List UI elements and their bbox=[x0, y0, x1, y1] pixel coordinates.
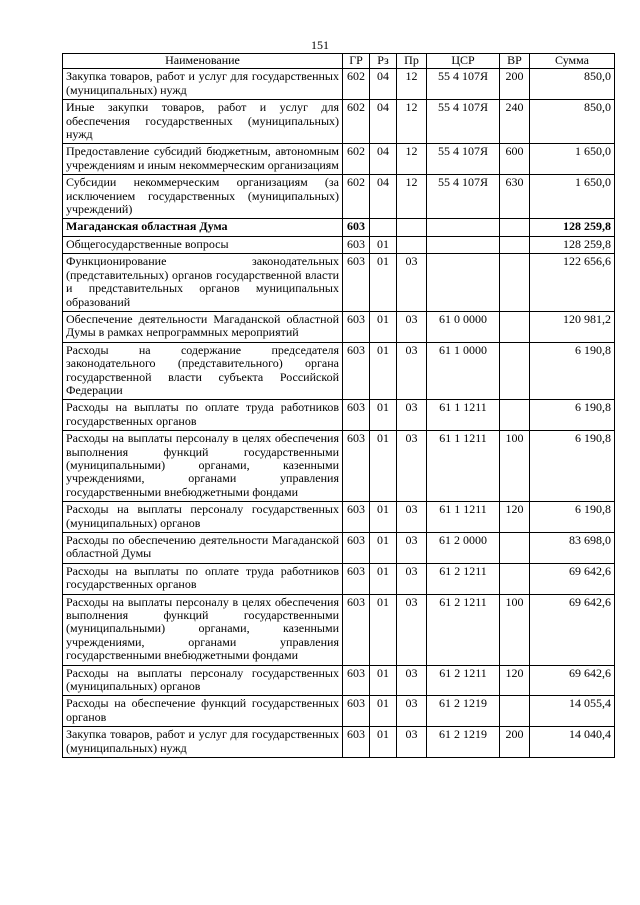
cell-sum: 69 642,6 bbox=[530, 665, 615, 696]
cell-sum: 128 259,8 bbox=[530, 236, 615, 253]
cell-gr: 603 bbox=[343, 563, 370, 594]
cell-sum: 128 259,8 bbox=[530, 219, 615, 236]
cell-name: Расходы на выплаты персоналу в целях обеспечения выполнения функций государственными (муниципальными) органами, казенными учреждениями, органами управления государственными внебюджетными фондами bbox=[63, 594, 343, 665]
cell-rz: 01 bbox=[370, 696, 397, 727]
cell-name: Общегосударственные вопросы bbox=[63, 236, 343, 253]
cell-gr: 603 bbox=[343, 311, 370, 342]
cell-sum: 14 055,4 bbox=[530, 696, 615, 727]
cell-name: Субсидии некоммерческим организациям (за исключением государственных (муниципальных) учреждений) bbox=[63, 175, 343, 219]
header-sum: Сумма bbox=[530, 54, 615, 69]
cell-vr: 200 bbox=[500, 69, 530, 100]
cell-name: Расходы на выплаты персоналу в целях обеспечения выполнения функций государственными (муниципальными) органами, казенными учреждениями, органами управления государственными внебюджетными фондами bbox=[63, 431, 343, 502]
cell-sum: 69 642,6 bbox=[530, 594, 615, 665]
table-row bbox=[63, 533, 615, 564]
cell-gr: 603 bbox=[343, 431, 370, 502]
cell-csr: 61 2 1211 bbox=[427, 563, 500, 594]
table-row bbox=[63, 563, 615, 594]
header-rz: Рз bbox=[370, 54, 397, 69]
cell-vr bbox=[500, 254, 530, 312]
cell-vr bbox=[500, 342, 530, 400]
table-row bbox=[63, 727, 615, 758]
cell-name: Магаданская областная Дума bbox=[63, 219, 343, 236]
table-row bbox=[63, 400, 615, 431]
cell-gr: 603 bbox=[343, 342, 370, 400]
cell-csr: 61 2 0000 bbox=[427, 533, 500, 564]
cell-rz: 01 bbox=[370, 236, 397, 253]
cell-gr: 602 bbox=[343, 69, 370, 100]
table-body bbox=[63, 69, 615, 758]
cell-vr: 240 bbox=[500, 100, 530, 144]
header-vr: ВР bbox=[500, 54, 530, 69]
cell-csr bbox=[427, 236, 500, 253]
cell-rz: 01 bbox=[370, 727, 397, 758]
table-row bbox=[63, 431, 615, 502]
cell-vr: 600 bbox=[500, 144, 530, 175]
cell-gr: 603 bbox=[343, 400, 370, 431]
cell-sum: 6 190,8 bbox=[530, 342, 615, 400]
cell-pr: 03 bbox=[397, 400, 427, 431]
cell-pr: 03 bbox=[397, 696, 427, 727]
cell-sum: 6 190,8 bbox=[530, 431, 615, 502]
table-row bbox=[63, 175, 615, 219]
table-row bbox=[63, 311, 615, 342]
cell-name: Расходы на обеспечение функций государственных органов bbox=[63, 696, 343, 727]
cell-vr bbox=[500, 311, 530, 342]
cell-rz: 04 bbox=[370, 175, 397, 219]
cell-name: Обеспечение деятельности Магаданской областной Думы в рамках непрограммных мероприятий bbox=[63, 311, 343, 342]
cell-vr: 100 bbox=[500, 594, 530, 665]
cell-rz: 01 bbox=[370, 400, 397, 431]
cell-sum: 1 650,0 bbox=[530, 175, 615, 219]
cell-name: Расходы на выплаты персоналу государственных (муниципальных) органов bbox=[63, 665, 343, 696]
cell-gr: 602 bbox=[343, 144, 370, 175]
cell-gr: 602 bbox=[343, 100, 370, 144]
cell-rz: 01 bbox=[370, 431, 397, 502]
cell-gr: 603 bbox=[343, 533, 370, 564]
cell-rz: 04 bbox=[370, 100, 397, 144]
cell-vr bbox=[500, 533, 530, 564]
cell-gr: 603 bbox=[343, 502, 370, 533]
cell-rz: 01 bbox=[370, 533, 397, 564]
cell-pr bbox=[397, 219, 427, 236]
cell-rz: 01 bbox=[370, 594, 397, 665]
table-row bbox=[63, 144, 615, 175]
cell-name: Закупка товаров, работ и услуг для государственных (муниципальных) нужд bbox=[63, 69, 343, 100]
cell-rz: 01 bbox=[370, 254, 397, 312]
cell-sum: 83 698,0 bbox=[530, 533, 615, 564]
header-pr: Пр bbox=[397, 54, 427, 69]
cell-sum: 1 650,0 bbox=[530, 144, 615, 175]
cell-vr bbox=[500, 236, 530, 253]
cell-sum: 850,0 bbox=[530, 69, 615, 100]
cell-gr: 603 bbox=[343, 219, 370, 236]
cell-csr: 61 0 0000 bbox=[427, 311, 500, 342]
cell-pr: 03 bbox=[397, 431, 427, 502]
cell-name: Расходы на выплаты по оплате труда работников государственных органов bbox=[63, 400, 343, 431]
budget-table bbox=[62, 53, 615, 758]
cell-pr: 03 bbox=[397, 502, 427, 533]
cell-csr bbox=[427, 254, 500, 312]
cell-csr: 61 1 1211 bbox=[427, 431, 500, 502]
cell-pr: 03 bbox=[397, 563, 427, 594]
cell-csr: 55 4 107Я bbox=[427, 175, 500, 219]
cell-gr: 603 bbox=[343, 254, 370, 312]
page-number: 151 bbox=[311, 38, 329, 52]
cell-pr: 12 bbox=[397, 144, 427, 175]
cell-sum: 122 656,6 bbox=[530, 254, 615, 312]
cell-csr: 61 1 1211 bbox=[427, 502, 500, 533]
cell-pr: 12 bbox=[397, 100, 427, 144]
cell-gr: 603 bbox=[343, 236, 370, 253]
table-row bbox=[63, 665, 615, 696]
table-row bbox=[63, 219, 615, 236]
cell-rz: 04 bbox=[370, 69, 397, 100]
cell-name: Предоставление субсидий бюджетным, автономным учреждениям и иным некоммерческим организациям bbox=[63, 144, 343, 175]
cell-rz: 04 bbox=[370, 144, 397, 175]
cell-rz: 01 bbox=[370, 502, 397, 533]
cell-vr: 100 bbox=[500, 431, 530, 502]
cell-vr: 120 bbox=[500, 665, 530, 696]
cell-pr: 03 bbox=[397, 727, 427, 758]
cell-csr: 61 1 1211 bbox=[427, 400, 500, 431]
cell-name: Расходы по обеспечению деятельности Магаданской областной Думы bbox=[63, 533, 343, 564]
cell-pr: 03 bbox=[397, 311, 427, 342]
cell-csr: 55 4 107Я bbox=[427, 144, 500, 175]
cell-sum: 14 040,4 bbox=[530, 727, 615, 758]
table-row bbox=[63, 100, 615, 144]
cell-name: Функционирование законодательных (представительных) органов государственной власти и представительных органов муниципальных образований bbox=[63, 254, 343, 312]
cell-pr: 03 bbox=[397, 594, 427, 665]
cell-rz: 01 bbox=[370, 342, 397, 400]
cell-name: Закупка товаров, работ и услуг для государственных (муниципальных) нужд bbox=[63, 727, 343, 758]
cell-gr: 603 bbox=[343, 727, 370, 758]
cell-name: Иные закупки товаров, работ и услуг для обеспечения государственных (муниципальных) нужд bbox=[63, 100, 343, 144]
cell-sum: 69 642,6 bbox=[530, 563, 615, 594]
cell-gr: 602 bbox=[343, 175, 370, 219]
header-gr: ГР bbox=[343, 54, 370, 69]
header-name: Наименование bbox=[63, 54, 343, 69]
table-row bbox=[63, 502, 615, 533]
cell-csr bbox=[427, 219, 500, 236]
cell-sum: 120 981,2 bbox=[530, 311, 615, 342]
table-row bbox=[63, 594, 615, 665]
cell-vr: 630 bbox=[500, 175, 530, 219]
cell-gr: 603 bbox=[343, 594, 370, 665]
cell-rz: 01 bbox=[370, 311, 397, 342]
cell-gr: 603 bbox=[343, 696, 370, 727]
cell-name: Расходы на содержание председателя законодательного (представительного) органа государственной власти субъекта Российской Федерации bbox=[63, 342, 343, 400]
cell-vr bbox=[500, 696, 530, 727]
cell-vr bbox=[500, 400, 530, 431]
cell-name: Расходы на выплаты персоналу государственных (муниципальных) органов bbox=[63, 502, 343, 533]
table-row bbox=[63, 342, 615, 400]
table-row bbox=[63, 254, 615, 312]
cell-csr: 61 2 1211 bbox=[427, 594, 500, 665]
cell-csr: 55 4 107Я bbox=[427, 100, 500, 144]
cell-vr bbox=[500, 563, 530, 594]
cell-name: Расходы на выплаты по оплате труда работников государственных органов bbox=[63, 563, 343, 594]
cell-vr bbox=[500, 219, 530, 236]
cell-rz: 01 bbox=[370, 665, 397, 696]
cell-pr: 03 bbox=[397, 254, 427, 312]
cell-pr: 03 bbox=[397, 665, 427, 696]
cell-csr: 61 2 1211 bbox=[427, 665, 500, 696]
cell-pr: 03 bbox=[397, 533, 427, 564]
table-row bbox=[63, 236, 615, 253]
table-row bbox=[63, 69, 615, 100]
cell-csr: 61 2 1219 bbox=[427, 696, 500, 727]
cell-sum: 6 190,8 bbox=[530, 502, 615, 533]
cell-rz: 01 bbox=[370, 563, 397, 594]
cell-csr: 55 4 107Я bbox=[427, 69, 500, 100]
table-header-row bbox=[63, 54, 615, 69]
table-row bbox=[63, 696, 615, 727]
cell-sum: 6 190,8 bbox=[530, 400, 615, 431]
cell-pr: 03 bbox=[397, 342, 427, 400]
cell-csr: 61 2 1219 bbox=[427, 727, 500, 758]
cell-sum: 850,0 bbox=[530, 100, 615, 144]
cell-vr: 120 bbox=[500, 502, 530, 533]
cell-vr: 200 bbox=[500, 727, 530, 758]
cell-rz bbox=[370, 219, 397, 236]
cell-gr: 603 bbox=[343, 665, 370, 696]
cell-pr bbox=[397, 236, 427, 253]
cell-csr: 61 1 0000 bbox=[427, 342, 500, 400]
cell-pr: 12 bbox=[397, 69, 427, 100]
header-csr: ЦСР bbox=[427, 54, 500, 69]
cell-pr: 12 bbox=[397, 175, 427, 219]
